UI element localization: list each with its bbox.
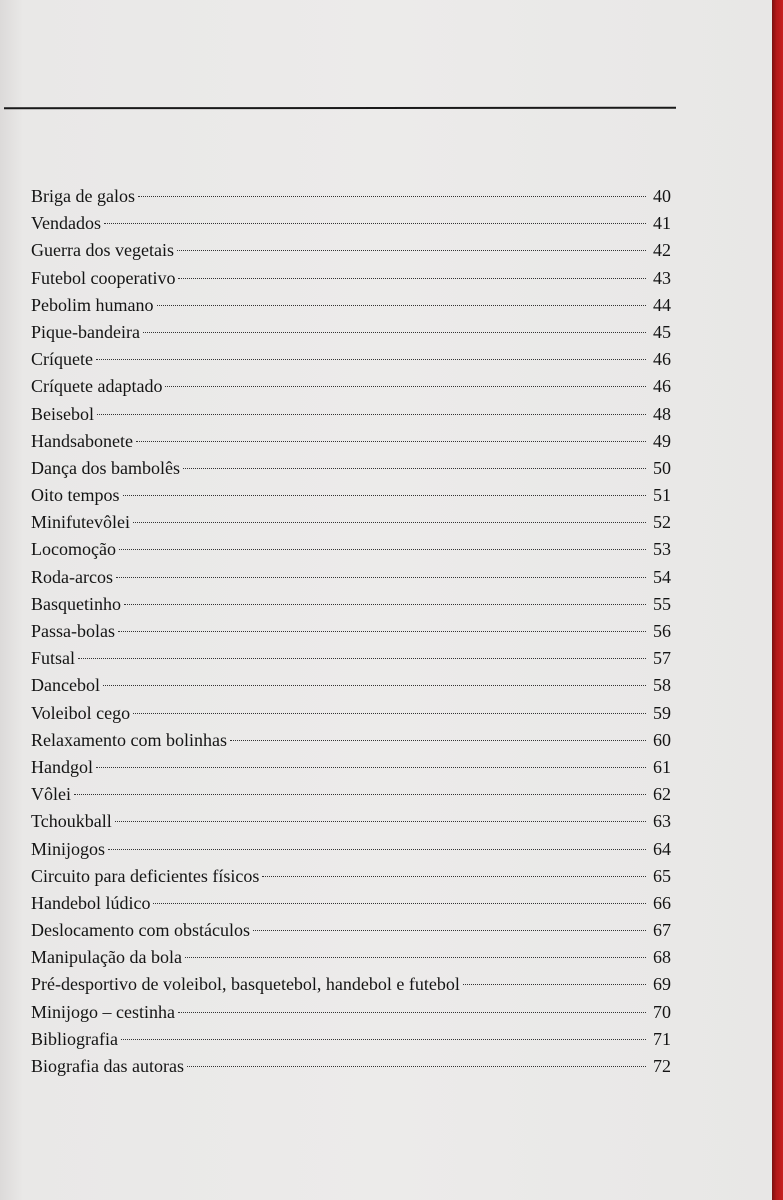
- toc-entry-page: 65: [653, 865, 671, 886]
- toc-entry: [31, 808, 671, 835]
- toc-entry-page: 58: [653, 675, 671, 696]
- dot-leader: [136, 441, 646, 442]
- dot-leader: [103, 685, 646, 686]
- toc-entry: [31, 428, 671, 455]
- dot-leader: [153, 903, 646, 904]
- toc-entry-page: 51: [653, 485, 671, 506]
- toc-entry: [31, 265, 671, 292]
- toc-entry-page: 55: [653, 593, 671, 614]
- toc-entry: [31, 455, 671, 482]
- toc-entry-title: Passa-bolas: [31, 621, 115, 641]
- toc-entry: [31, 482, 671, 509]
- dot-leader: [118, 631, 646, 632]
- toc-entry-title: Manipulação da bola: [31, 947, 182, 968]
- dot-leader: [178, 1012, 646, 1013]
- toc-entry: [31, 509, 671, 536]
- toc-entry-page: 60: [653, 729, 671, 750]
- toc-entry: [31, 1026, 671, 1053]
- toc-entry: [31, 373, 671, 400]
- dot-leader: [262, 876, 646, 877]
- toc-entry-page: 42: [653, 240, 671, 261]
- toc-entry-title: Roda-arcos: [31, 566, 113, 587]
- toc-entry-page: 68: [653, 947, 671, 968]
- toc-entry-title: Guerra dos vegetais: [31, 240, 174, 261]
- toc-entry: [31, 536, 671, 563]
- toc-entry: [31, 1053, 671, 1080]
- dot-leader: [178, 278, 646, 279]
- toc-entry-title: Minifutevôlei: [31, 512, 130, 533]
- dot-leader: [187, 1066, 646, 1067]
- toc-entry: [31, 754, 671, 781]
- toc-entry-page: 66: [653, 892, 671, 913]
- toc-entry-title: Biografia das autoras: [31, 1056, 184, 1076]
- toc-entry: [31, 944, 671, 971]
- toc-entry-title: Vendados: [31, 213, 101, 234]
- toc-entry: [31, 917, 671, 944]
- toc-entry-page: 50: [653, 457, 671, 478]
- toc-entry: [31, 183, 671, 210]
- toc-entry: [31, 971, 671, 998]
- toc-entry-title: Briga de galos: [31, 186, 135, 206]
- toc-entry-title: Pebolim humano: [31, 294, 154, 315]
- dot-leader: [124, 604, 646, 605]
- toc-entry: [31, 672, 671, 699]
- dot-leader: [116, 577, 646, 578]
- toc-entry-page: 40: [653, 186, 671, 206]
- toc-entry-title: Tchoukball: [31, 811, 112, 832]
- toc-entry-page: 62: [653, 784, 671, 805]
- toc-entry: [31, 401, 671, 428]
- toc-entry-title: Minijogos: [31, 838, 106, 859]
- dot-leader: [143, 332, 646, 333]
- dot-leader: [96, 767, 646, 768]
- toc-entry-page: 41: [653, 213, 671, 234]
- dot-leader: [97, 414, 646, 415]
- toc-entry: [31, 863, 671, 890]
- toc-entry-page: 64: [653, 838, 671, 859]
- toc-entry-title: Minijogo – cestinha: [31, 1001, 175, 1022]
- toc-entry-title: Handgol: [31, 756, 93, 777]
- toc-entry-page: 49: [653, 430, 671, 451]
- toc-entry-title: Circuito para deficientes físicos: [31, 865, 260, 886]
- dot-leader: [108, 849, 646, 850]
- toc-entry: [31, 781, 671, 808]
- red-page-edge: [772, 0, 783, 1200]
- toc-entry-page: 43: [653, 267, 671, 288]
- toc-entry-title: Vôlei: [31, 784, 71, 805]
- dot-leader: [138, 196, 646, 197]
- dot-leader: [133, 522, 646, 523]
- toc-entry-page: 52: [653, 512, 671, 533]
- dot-leader: [463, 984, 646, 985]
- toc-entry: [31, 890, 671, 917]
- toc-entry-page: 48: [653, 403, 671, 424]
- dot-leader: [96, 359, 646, 360]
- toc-entry-title: Relaxamento com bolinhas: [31, 729, 227, 750]
- toc-entry-page: 69: [653, 974, 671, 995]
- toc-entry: [31, 645, 671, 672]
- dot-leader: [185, 957, 646, 958]
- toc-entry-title: Locomoção: [31, 539, 116, 560]
- dot-leader: [115, 821, 646, 822]
- toc-entry-title: Oito tempos: [31, 485, 120, 506]
- toc-entry-page: 53: [653, 539, 671, 560]
- dot-leader: [119, 549, 646, 550]
- toc-entry-title: Bibliografia: [31, 1028, 118, 1049]
- toc-entry-title: Basquetinho: [31, 593, 121, 614]
- dot-leader: [104, 223, 646, 224]
- dot-leader: [133, 713, 646, 714]
- toc-entry-page: 72: [653, 1056, 671, 1076]
- toc-entry: [31, 346, 671, 373]
- toc-entry: [31, 836, 671, 863]
- toc-entry: [31, 700, 671, 727]
- dot-leader: [165, 386, 646, 387]
- dot-leader: [253, 930, 646, 931]
- toc-entry-page: 56: [653, 621, 671, 641]
- toc-entry-page: 63: [653, 811, 671, 832]
- toc-entry: [31, 564, 671, 591]
- toc-entry-page: 61: [653, 756, 671, 777]
- toc-entry-title: Dancebol: [31, 675, 100, 696]
- dot-leader: [74, 794, 646, 795]
- toc-entry-page: 45: [653, 321, 671, 342]
- table-of-contents: [31, 183, 671, 1080]
- toc-entry: [31, 292, 671, 319]
- toc-entry: [31, 319, 671, 346]
- toc-entry: [31, 237, 671, 264]
- toc-entry-title: Dança dos bambolês: [31, 457, 180, 478]
- toc-entry-title: Handebol lúdico: [31, 892, 151, 913]
- toc-entry-page: 70: [653, 1001, 671, 1022]
- dot-leader: [230, 740, 646, 741]
- toc-entry-title: Deslocamento com obstáculos: [31, 920, 250, 941]
- toc-entry: [31, 727, 671, 754]
- dot-leader: [78, 658, 646, 659]
- toc-entry-page: 44: [653, 294, 671, 315]
- toc-entry-title: Pré-desportivo de voleibol, basquetebol, handebol e futebol: [31, 974, 460, 995]
- toc-entry: [31, 591, 671, 618]
- toc-entry-page: 57: [653, 648, 671, 669]
- toc-entry-page: 71: [653, 1028, 671, 1049]
- toc-entry-title: Beisebol: [31, 403, 94, 424]
- toc-entry-page: 59: [653, 702, 671, 723]
- toc-entry: [31, 210, 671, 237]
- dot-leader: [157, 305, 647, 306]
- toc-entry-title: Voleibol cego: [31, 702, 131, 723]
- toc-entry: [31, 999, 671, 1026]
- toc-entry-title: Futsal: [31, 648, 76, 669]
- header-rule: [4, 107, 676, 110]
- toc-entry-title: Futebol cooperativo: [31, 267, 176, 288]
- toc-entry-page: 46: [653, 349, 671, 370]
- toc-entry: [31, 618, 671, 645]
- toc-entry-title: Pique-bandeira: [31, 321, 140, 342]
- toc-entry-title: Handsabonete: [31, 430, 133, 451]
- toc-entry-page: 54: [653, 566, 671, 587]
- toc-entry-page: 46: [653, 376, 671, 397]
- dot-leader: [121, 1039, 646, 1040]
- dot-leader: [123, 495, 647, 496]
- toc-entry-title: Críquete adaptado: [31, 376, 163, 397]
- dot-leader: [177, 250, 646, 251]
- toc-entry-title: Críquete: [31, 349, 93, 370]
- toc-entry-page: 67: [653, 920, 671, 941]
- dot-leader: [183, 468, 646, 469]
